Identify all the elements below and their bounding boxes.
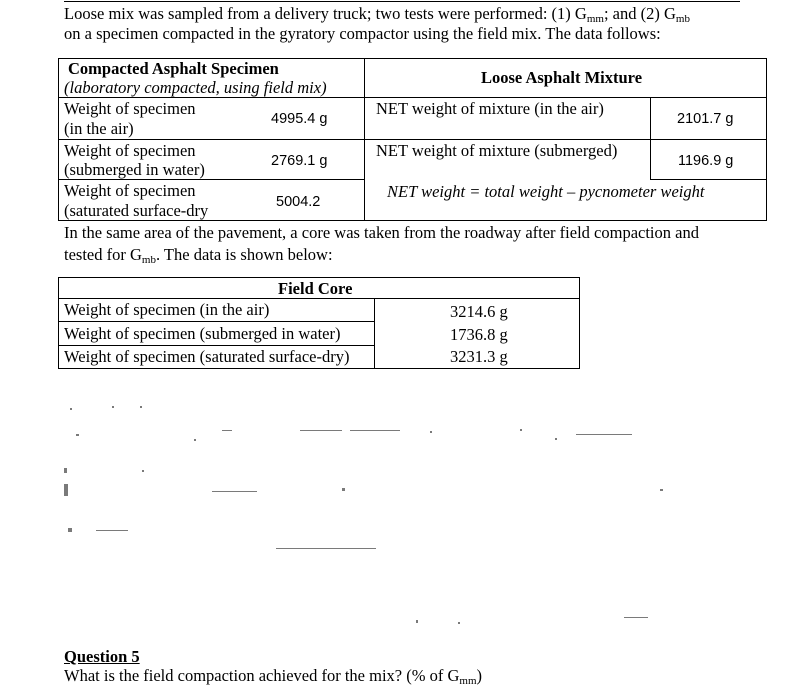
loose-mixture-title: Loose Asphalt Mixture	[481, 68, 643, 87]
table-rule	[58, 345, 374, 346]
table-divider	[374, 298, 375, 369]
row-label: Weight of specimen	[64, 99, 196, 118]
compacted-specimen-subtitle: (laboratory compacted, using field mix)	[64, 78, 327, 97]
table-divider	[650, 97, 651, 179]
core-value-air: 3214.6 g	[450, 302, 508, 321]
compacted-specimen-title: Compacted Asphalt Specimen	[68, 59, 279, 78]
value-weight-submerged: 2769.1 g	[271, 153, 328, 169]
table-rule	[58, 298, 580, 299]
loose-row-label: NET weight of mixture (in the air)	[376, 99, 604, 118]
core-value-submerged: 1736.8 g	[450, 325, 508, 344]
core-value-ssd: 3231.3 g	[450, 347, 508, 366]
field-core-title: Field Core	[278, 279, 353, 298]
core-intro-line-2: tested for $G_{mb}$. The data is shown below:	[64, 245, 333, 266]
intro-line-1: Loose mix was sampled from a delivery truck; two tests were performed: (1) $G_{mm}$; and (2) $G_{mb}$	[64, 4, 690, 25]
core-row-label: Weight of specimen (saturated surface-dry)	[64, 347, 350, 366]
value-weight-air: 4995.4 g	[271, 111, 328, 127]
net-weight-note: NET weight = total weight – pycnometer weight	[387, 182, 705, 201]
value-weight-ssd: 5004.2	[276, 194, 321, 210]
row-label: (saturated surface-dry	[64, 201, 209, 220]
table-rule	[650, 179, 767, 180]
intro-line-2: on a specimen compacted in the gyratory compactor using the field mix. The data follows:	[64, 24, 661, 43]
question-title: Question 5	[64, 647, 140, 666]
top-rule	[64, 1, 740, 2]
value-net-air: 2101.7 g	[677, 111, 734, 127]
table-rule	[58, 139, 767, 140]
row-label: (in the air)	[64, 119, 134, 138]
table-rule	[58, 97, 767, 98]
core-row-label: Weight of specimen (in the air)	[64, 300, 270, 319]
table-rule	[58, 179, 364, 180]
core-intro-line-1: In the same area of the pavement, a core was taken from the roadway after field compaction and	[64, 223, 699, 242]
core-row-label: Weight of specimen (submerged in water)	[64, 324, 341, 343]
table-rule	[58, 321, 374, 322]
row-label: (submerged in water)	[64, 160, 205, 179]
row-label: Weight of specimen	[64, 141, 196, 160]
row-label: Weight of specimen	[64, 181, 196, 200]
question-text: What is the field compaction achieved for the mix? (% of $G_{mm}$)	[64, 666, 483, 687]
value-net-submerged: 1196.9 g	[678, 153, 734, 169]
loose-row-label: NET weight of mixture (submerged)	[376, 141, 618, 160]
